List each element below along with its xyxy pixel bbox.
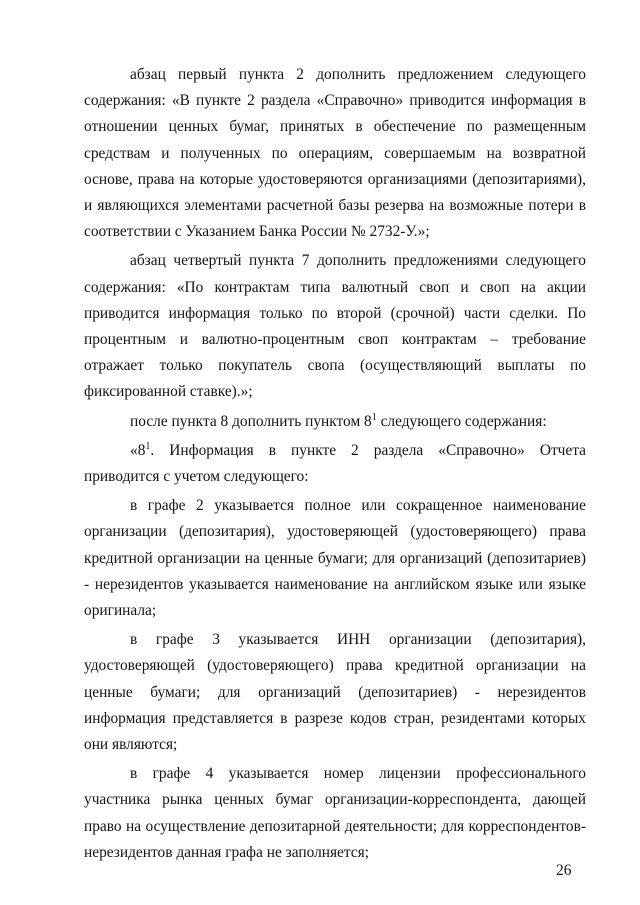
paragraph-3-text-start: после пункта 8 дополнить пунктом 8 bbox=[130, 412, 372, 430]
paragraph-1: абзац первый пункта 2 дополнить предложением следующего содержания: «В пункте 2 раздела «Справочно» приводится информация в отношении ценных бумаг, принятых в обеспечение по размещенным средствам и полученных по операциям, совершаемым на возвратной основе, права на которые удостоверяются организациями (депозитариями), и являющихся элементами расчетной базы резерва на возможные потери в соответствии с Указанием Банка России № 2732-У.»; bbox=[84, 66, 586, 241]
paragraph-7: в графе 4 указывается номер лицензии профессионального участника рынка ценных бумаг организации-корреспондента, дающей право на осуществление депозитарной деятельности; для корреспондентов-нерезидентов данная графа не заполняется; bbox=[84, 765, 586, 861]
page-number: 26 bbox=[556, 862, 572, 879]
paragraph-5: в графе 2 указывается полное или сокращенное наименование организации (депозитария), удостоверяющей (удостоверяющего) права кредитной организации на ценные бумаги; для организаций (депозитариев) - нерезидентов указывается наименование на английском языке или языке оригинала; bbox=[84, 497, 586, 620]
paragraph-6: в графе 3 указывается ИНН организации (депозитария), удостоверяющей (удостоверяющего) права кредитной организации на ценные бумаги; для организаций (депозитариев) - нерезидентов информация представляется в разрезе кодов стран, резидентами которых они являются; bbox=[84, 631, 586, 754]
paragraph-3-superscript: 1 bbox=[371, 411, 377, 423]
paragraph-4-superscript: 1 bbox=[145, 440, 151, 452]
paragraph-3 bbox=[84, 409, 586, 435]
document-body bbox=[84, 62, 586, 869]
paragraph-2: абзац четвертый пункта 7 дополнить предложениями следующего содержания: «По контрактам типа валютный своп и своп на акции приводится информация только по второй (срочной) части сделки. По процентным и валютно-процентным своп контрактам – требование отражает только покупатель свопа (осуществляющий выплаты по фиксированной ставке).»; bbox=[84, 252, 586, 401]
paragraph-4 bbox=[84, 438, 586, 490]
paragraph-4-text-end: . Информация в пункте 2 раздела «Справочно» Отчета приводится с учетом следующего: bbox=[84, 441, 586, 486]
paragraph-3-text-end: следующего содержания: bbox=[376, 412, 547, 430]
paragraph-4-text-start: «8 bbox=[130, 441, 146, 459]
